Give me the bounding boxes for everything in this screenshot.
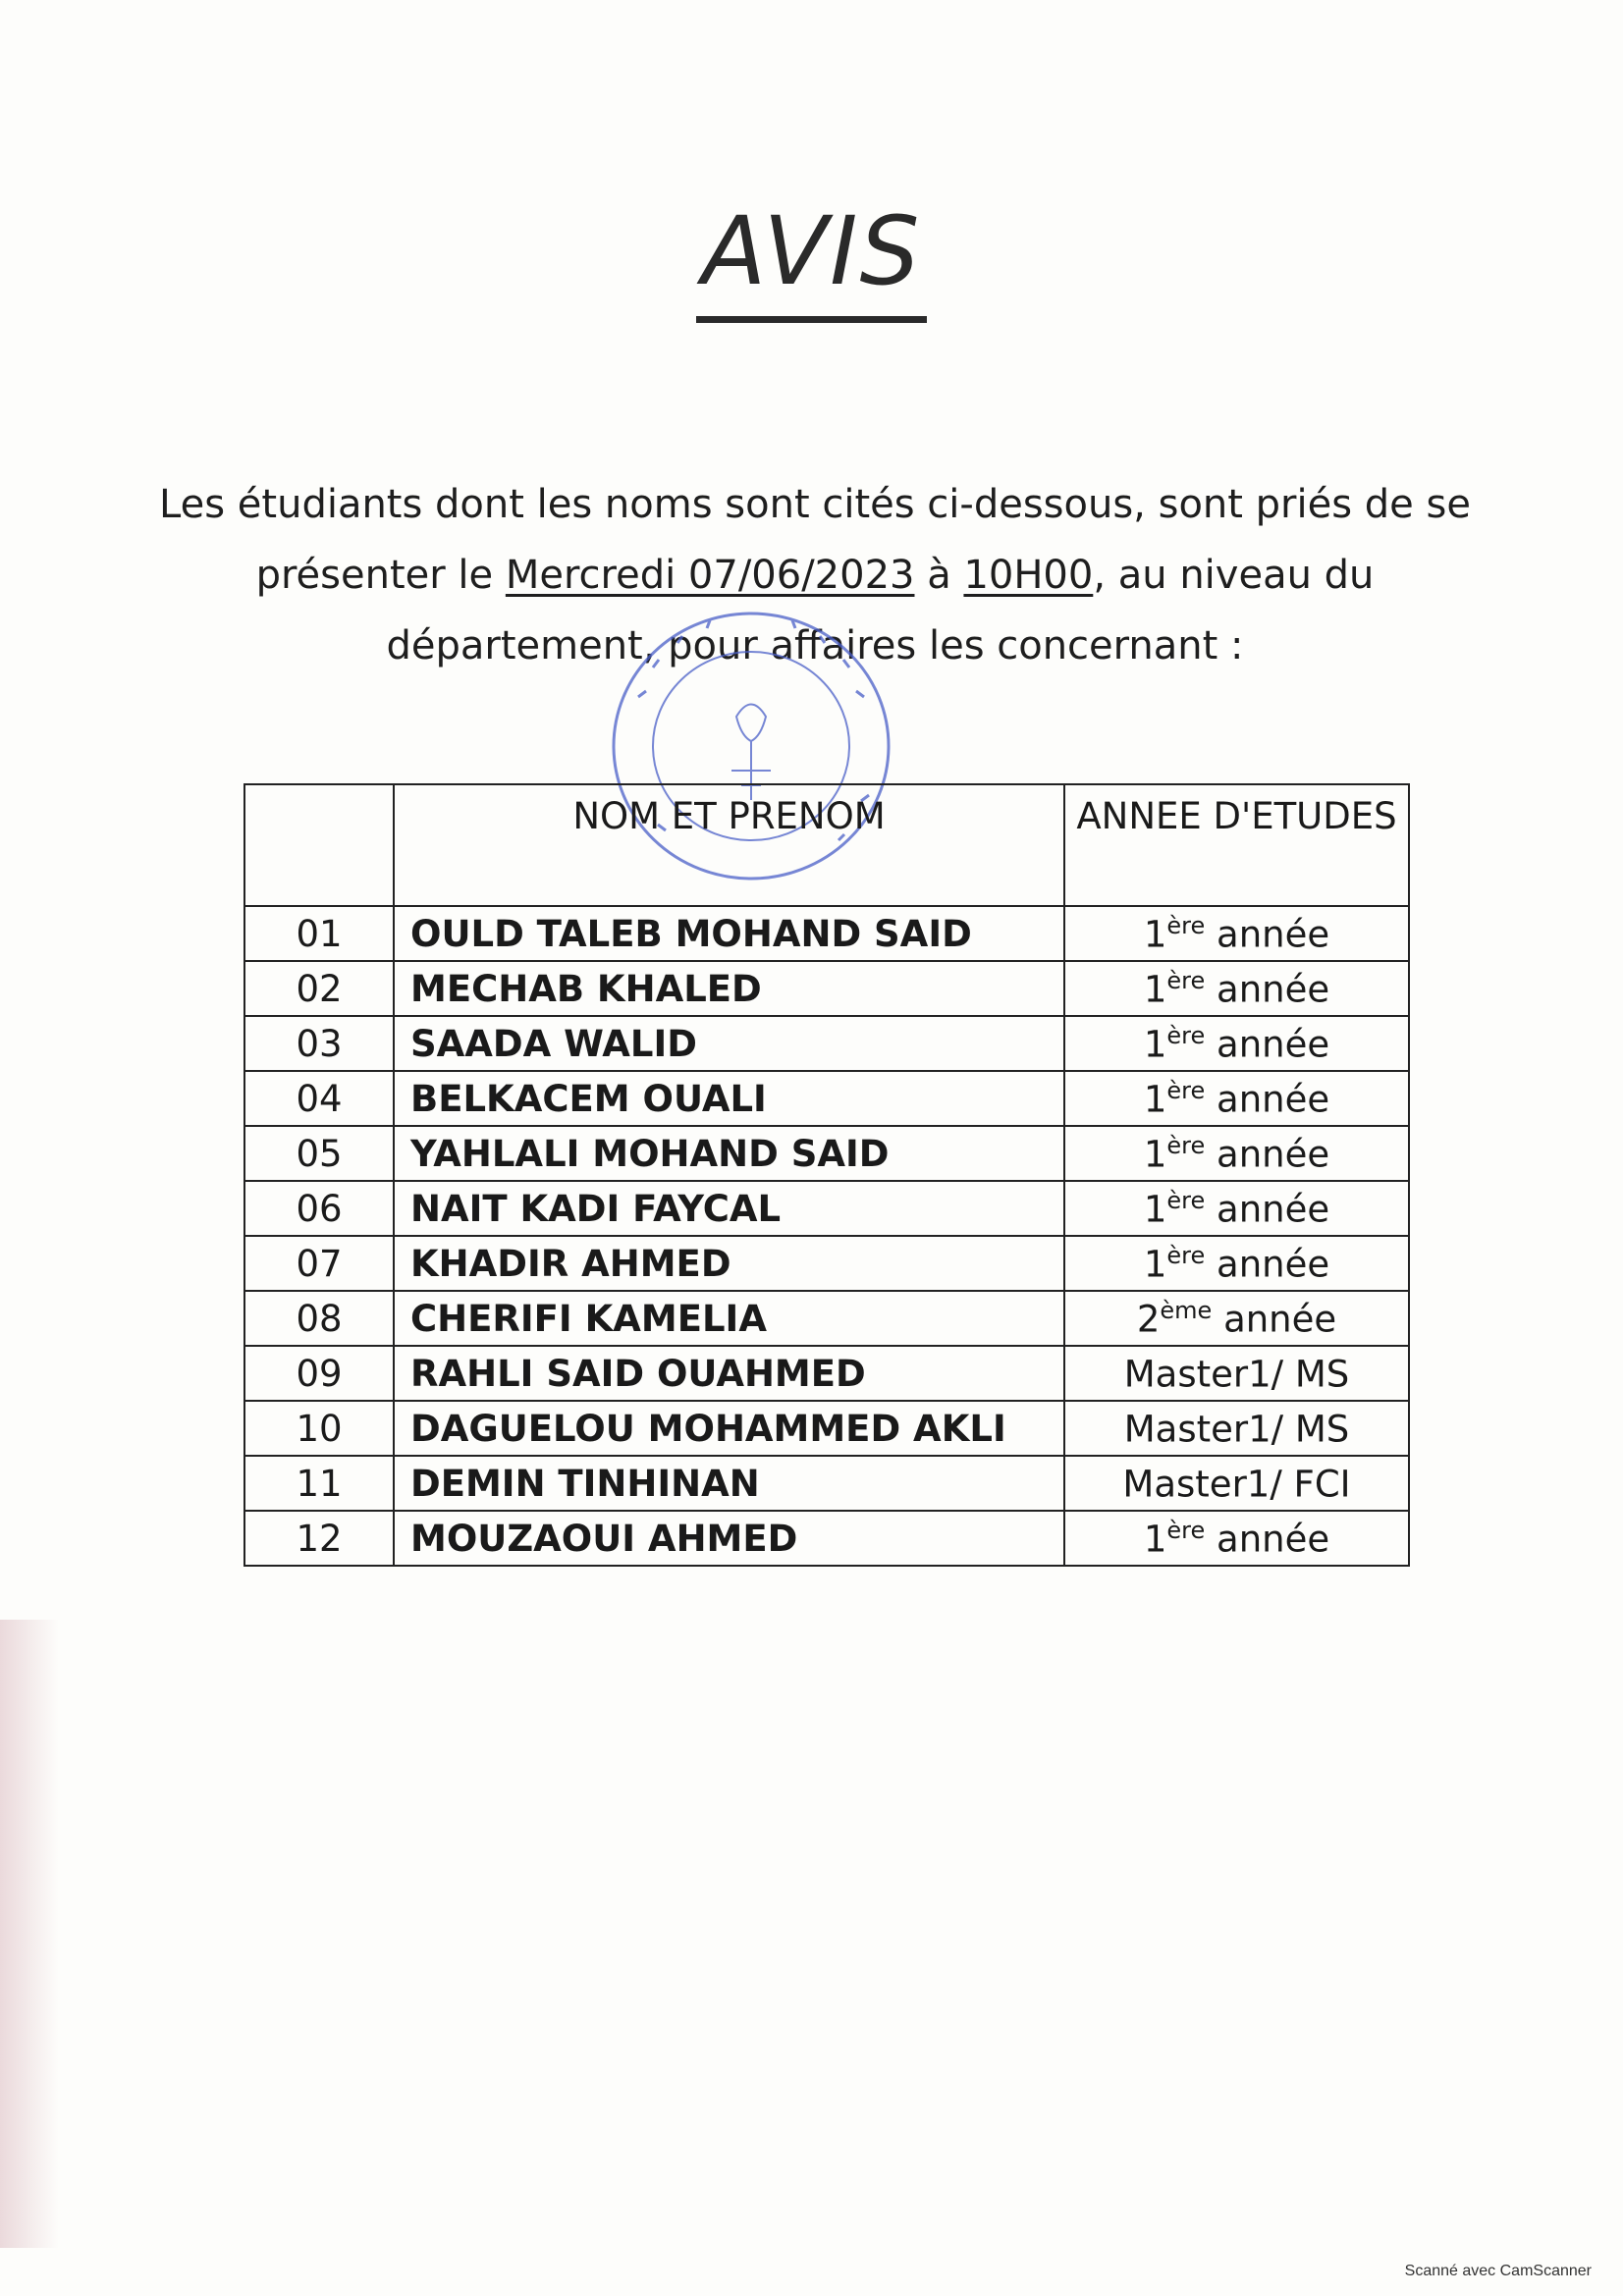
row-number: 03 [244, 1016, 394, 1071]
study-year [1064, 961, 1409, 1016]
year-number: Master1/ MS [1123, 1408, 1350, 1451]
year-word: année [1217, 968, 1330, 1011]
header-number [244, 784, 394, 906]
year-number: 1 [1143, 913, 1167, 956]
scanner-watermark: Scanné avec CamScanner [1404, 2263, 1592, 2279]
student-name: CHERIFI KAMELIA [394, 1291, 1064, 1346]
row-number: 09 [244, 1346, 394, 1401]
study-year [1064, 1456, 1409, 1511]
notice-title-block [0, 196, 1623, 323]
row-number: 10 [244, 1401, 394, 1456]
table-row [244, 1291, 1409, 1346]
year-number: 1 [1143, 1078, 1167, 1121]
year-word: année [1217, 1243, 1330, 1286]
intro-text-between: à [914, 553, 964, 598]
year-number: 1 [1143, 1188, 1167, 1231]
table-row [244, 1181, 1409, 1236]
year-word: année [1217, 1188, 1330, 1231]
study-year [1064, 1511, 1409, 1566]
year-suffix: ère [1166, 1241, 1206, 1269]
year-suffix: ère [1166, 1186, 1206, 1214]
year-word: année [1217, 1133, 1330, 1176]
row-number: 07 [244, 1236, 394, 1291]
row-number: 01 [244, 906, 394, 961]
row-number: 12 [244, 1511, 394, 1566]
row-number: 05 [244, 1126, 394, 1181]
table-row [244, 1126, 1409, 1181]
table-row [244, 961, 1409, 1016]
table-header-row [244, 784, 1409, 906]
row-number: 06 [244, 1181, 394, 1236]
study-year [1064, 1401, 1409, 1456]
intro-text-start: Les étudiants dont les noms sont cités ci-dessous, sont priés de se présenter le [159, 482, 1471, 598]
year-word: année [1217, 1023, 1330, 1066]
year-number: 1 [1143, 1133, 1167, 1176]
table-row [244, 1236, 1409, 1291]
students-table [243, 783, 1410, 1567]
row-number: 02 [244, 961, 394, 1016]
year-number: 1 [1143, 1023, 1167, 1066]
study-year [1064, 1236, 1409, 1291]
table-row [244, 1401, 1409, 1456]
table-row [244, 1456, 1409, 1511]
table-row [244, 1511, 1409, 1566]
year-suffix: ère [1166, 911, 1206, 939]
year-number: Master1/ FCI [1122, 1463, 1351, 1506]
intro-time: 10H00 [963, 553, 1094, 598]
study-year [1064, 1016, 1409, 1071]
student-name: DAGUELOU MOHAMMED AKLI [394, 1401, 1064, 1456]
table-row [244, 1016, 1409, 1071]
table-row [244, 1071, 1409, 1126]
year-number: Master1/ MS [1123, 1353, 1350, 1396]
student-name: MECHAB KHALED [394, 961, 1064, 1016]
year-word: année [1223, 1298, 1337, 1341]
study-year [1064, 1291, 1409, 1346]
intro-text-end: , au niveau du département, pour affaires les concernant : [386, 553, 1375, 668]
row-number: 08 [244, 1291, 394, 1346]
scan-edge-shadow [0, 1620, 59, 2248]
student-name: DEMIN TINHINAN [394, 1456, 1064, 1511]
intro-date: Mercredi 07/06/2023 [505, 553, 915, 598]
year-number: 2 [1136, 1298, 1161, 1341]
year-number: 1 [1143, 1243, 1167, 1286]
year-suffix: ème [1160, 1296, 1213, 1324]
student-name: MOUZAOUI AHMED [394, 1511, 1064, 1566]
year-suffix: ère [1166, 1021, 1206, 1049]
student-name: NAIT KADI FAYCAL [394, 1181, 1064, 1236]
year-word: année [1217, 1078, 1330, 1121]
year-suffix: ère [1166, 1516, 1206, 1544]
student-name: SAADA WALID [394, 1016, 1064, 1071]
study-year [1064, 1126, 1409, 1181]
study-year [1064, 906, 1409, 961]
year-suffix: ère [1166, 1131, 1206, 1159]
header-year: ANNEE D'ETUDES [1064, 784, 1409, 906]
year-word: année [1217, 1518, 1330, 1561]
header-name: NOM ET PRENOM [394, 784, 1064, 906]
year-suffix: ère [1166, 966, 1206, 994]
row-number: 04 [244, 1071, 394, 1126]
study-year [1064, 1181, 1409, 1236]
student-name: RAHLI SAID OUAHMED [394, 1346, 1064, 1401]
year-word: année [1217, 913, 1330, 956]
table-row [244, 1346, 1409, 1401]
year-number: 1 [1143, 1518, 1167, 1561]
notice-title: AVIS [696, 196, 928, 323]
study-year [1064, 1071, 1409, 1126]
student-name: YAHLALI MOHAND SAID [394, 1126, 1064, 1181]
study-year [1064, 1346, 1409, 1401]
row-number: 11 [244, 1456, 394, 1511]
year-suffix: ère [1166, 1076, 1206, 1104]
student-name: KHADIR AHMED [394, 1236, 1064, 1291]
year-number: 1 [1143, 968, 1167, 1011]
student-name: OULD TALEB MOHAND SAID [394, 906, 1064, 961]
table-row [244, 906, 1409, 961]
student-name: BELKACEM OUALI [394, 1071, 1064, 1126]
